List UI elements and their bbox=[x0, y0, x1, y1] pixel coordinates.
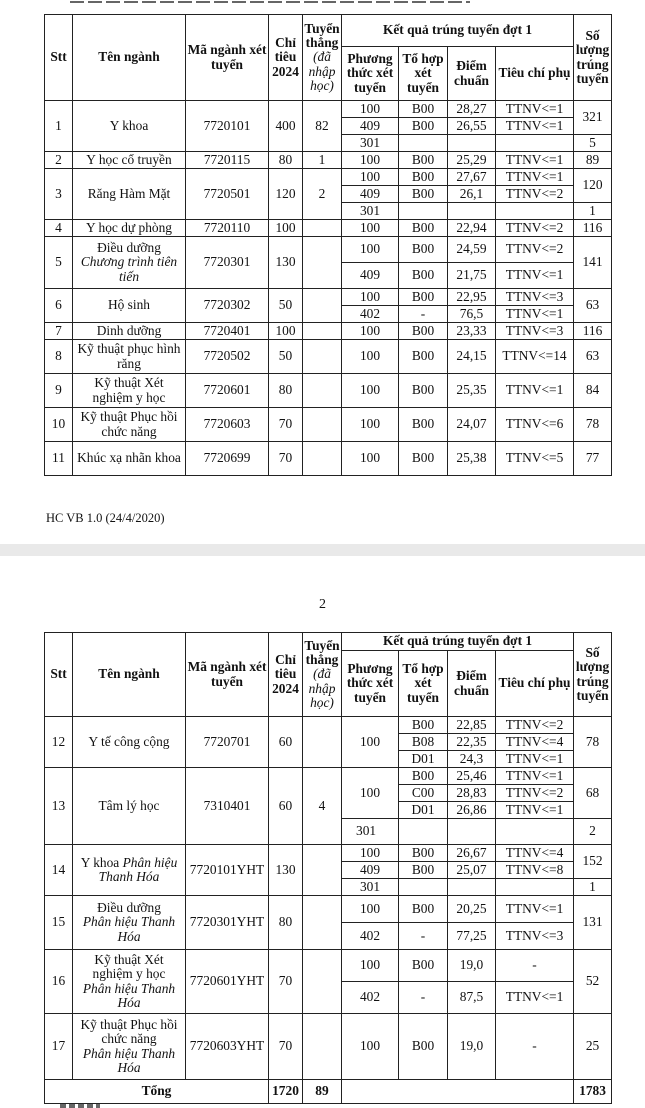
method-cell: 100 bbox=[342, 717, 399, 768]
quota-cell: 80 bbox=[269, 374, 303, 408]
direct-cell bbox=[303, 896, 342, 950]
direct-cell bbox=[303, 442, 342, 476]
score-cell: 28,27 bbox=[448, 101, 496, 118]
name-main: Y khoa bbox=[80, 854, 120, 870]
total-direct: 89 bbox=[303, 1080, 342, 1104]
stt-cell: 15 bbox=[45, 896, 73, 950]
table-row bbox=[45, 374, 612, 408]
combo-cell: B00 bbox=[399, 862, 448, 879]
criteria-cell: TTNV<=1 bbox=[496, 896, 574, 923]
name-cell: Kỹ thuật Xét nghiệm y học bbox=[73, 374, 186, 408]
name-sub: Chương trình tiên tiến bbox=[80, 254, 178, 284]
stt-cell: 6 bbox=[45, 289, 73, 323]
stt-cell: 1 bbox=[45, 101, 73, 152]
criteria-cell: TTNV<=2 bbox=[496, 785, 574, 802]
stt-cell: 10 bbox=[45, 408, 73, 442]
stt-cell: 4 bbox=[45, 220, 73, 237]
score-cell: 25,46 bbox=[448, 768, 496, 785]
quota-cell: 50 bbox=[269, 340, 303, 374]
combo-cell: B00 bbox=[399, 717, 448, 734]
score-cell: 19,0 bbox=[448, 1014, 496, 1080]
col-score-header: Điểm chuẩn bbox=[448, 47, 496, 101]
count-cell: 116 bbox=[574, 220, 612, 237]
table-row bbox=[45, 845, 612, 862]
method-cell: 301 bbox=[342, 203, 399, 220]
name-cell bbox=[73, 237, 186, 289]
score-cell: 22,95 bbox=[448, 289, 496, 306]
method-cell: 100 bbox=[342, 237, 399, 263]
criteria-cell: TTNV<=1 bbox=[496, 306, 574, 323]
col-direct-header bbox=[303, 15, 342, 101]
code-cell: 7720101YHT bbox=[186, 845, 269, 896]
table-row bbox=[45, 152, 612, 169]
combo-cell: B00 bbox=[399, 323, 448, 340]
stt-cell: 13 bbox=[45, 768, 73, 845]
code-cell: 7720601YHT bbox=[186, 950, 269, 1014]
direct-note: (đã nhập học) bbox=[308, 666, 336, 710]
col-count-header: Số lượng trúng tuyển bbox=[574, 633, 612, 717]
count-cell: 1 bbox=[574, 879, 612, 896]
count-cell: 141 bbox=[574, 237, 612, 289]
score-cell: 28,83 bbox=[448, 785, 496, 802]
criteria-cell: TTNV<=1 bbox=[496, 118, 574, 135]
direct-label: Tuyển thẳng bbox=[304, 638, 340, 668]
combo-cell: B00 bbox=[399, 374, 448, 408]
direct-cell bbox=[303, 237, 342, 289]
total-count: 1783 bbox=[574, 1080, 612, 1104]
cut-off-heading bbox=[70, 0, 470, 4]
name-cell: Y học cổ truyền bbox=[73, 152, 186, 169]
score-cell: 26,55 bbox=[448, 118, 496, 135]
count-cell: 120 bbox=[574, 169, 612, 203]
header-row-top bbox=[45, 633, 612, 651]
table-row bbox=[45, 237, 612, 263]
direct-cell bbox=[303, 717, 342, 768]
combo-cell: - bbox=[399, 923, 448, 950]
table-row bbox=[45, 1014, 612, 1080]
direct-cell: 82 bbox=[303, 101, 342, 152]
criteria-cell bbox=[496, 879, 574, 896]
combo-cell: B00 bbox=[399, 950, 448, 982]
score-cell: 76,5 bbox=[448, 306, 496, 323]
name-cell bbox=[73, 896, 186, 950]
col-method-header: Phương thức xét tuyển bbox=[342, 651, 399, 717]
method-cell: 301 bbox=[342, 135, 399, 152]
score-cell: 26,67 bbox=[448, 845, 496, 862]
criteria-cell: TTNV<=1 bbox=[496, 263, 574, 289]
quota-cell: 70 bbox=[269, 442, 303, 476]
score-cell bbox=[448, 135, 496, 152]
code-cell: 7720603 bbox=[186, 408, 269, 442]
criteria-cell: TTNV<=3 bbox=[496, 323, 574, 340]
count-cell: 1 bbox=[574, 203, 612, 220]
count-cell: 116 bbox=[574, 323, 612, 340]
direct-cell bbox=[303, 289, 342, 323]
method-cell: 409 bbox=[342, 263, 399, 289]
stt-cell: 7 bbox=[45, 323, 73, 340]
code-cell: 7720401 bbox=[186, 323, 269, 340]
count-cell: 2 bbox=[574, 819, 612, 845]
count-cell: 25 bbox=[574, 1014, 612, 1080]
method-cell: 409 bbox=[342, 862, 399, 879]
score-cell: 22,35 bbox=[448, 734, 496, 751]
quota-cell: 130 bbox=[269, 237, 303, 289]
criteria-cell: TTNV<=5 bbox=[496, 442, 574, 476]
col-score-header: Điểm chuẩn bbox=[448, 651, 496, 717]
criteria-cell: TTNV<=2 bbox=[496, 186, 574, 203]
method-cell: 100 bbox=[342, 323, 399, 340]
name-sub: Phân hiệu Thanh Hóa bbox=[82, 1045, 176, 1075]
criteria-cell: TTNV<=8 bbox=[496, 862, 574, 879]
combo-cell: B00 bbox=[399, 220, 448, 237]
count-cell: 131 bbox=[574, 896, 612, 950]
count-cell: 89 bbox=[574, 152, 612, 169]
method-cell: 100 bbox=[342, 340, 399, 374]
col-quota-header: Chỉ tiêu 2024 bbox=[269, 633, 303, 717]
criteria-cell: - bbox=[496, 950, 574, 982]
name-main: Điều dưỡng bbox=[97, 900, 161, 916]
score-cell: 26,1 bbox=[448, 186, 496, 203]
direct-cell bbox=[303, 408, 342, 442]
combo-cell: B08 bbox=[399, 734, 448, 751]
method-cell: 402 bbox=[342, 306, 399, 323]
col-name-header: Tên ngành bbox=[73, 633, 186, 717]
method-cell: 402 bbox=[342, 982, 399, 1014]
count-cell: 152 bbox=[574, 845, 612, 879]
direct-cell bbox=[303, 950, 342, 1014]
combo-cell: B00 bbox=[399, 169, 448, 186]
col-name-header: Tên ngành bbox=[73, 15, 186, 101]
method-cell: 100 bbox=[342, 896, 399, 923]
score-cell: 27,67 bbox=[448, 169, 496, 186]
name-main: Kỹ thuật Phục hồi chức năng bbox=[80, 1017, 178, 1047]
score-cell: 24,15 bbox=[448, 340, 496, 374]
name-cell: Dinh dưỡng bbox=[73, 323, 186, 340]
name-cell bbox=[73, 950, 186, 1014]
score-cell: 24,3 bbox=[448, 751, 496, 768]
combo-cell: B00 bbox=[399, 289, 448, 306]
col-stt-header: Stt bbox=[45, 633, 73, 717]
direct-cell bbox=[303, 323, 342, 340]
col-quota-header: Chỉ tiêu 2024 bbox=[269, 15, 303, 101]
method-cell: 100 bbox=[342, 374, 399, 408]
direct-cell: 1 bbox=[303, 152, 342, 169]
criteria-cell bbox=[496, 203, 574, 220]
table-row bbox=[45, 442, 612, 476]
combo-cell bbox=[399, 135, 448, 152]
quota-cell: 130 bbox=[269, 845, 303, 896]
method-cell: 402 bbox=[342, 923, 399, 950]
direct-label: Tuyển thẳng bbox=[304, 21, 340, 51]
criteria-cell: - bbox=[496, 1014, 574, 1080]
stt-cell: 17 bbox=[45, 1014, 73, 1080]
name-sub: Phân hiệu Thanh Hóa bbox=[98, 854, 178, 884]
quota-cell: 60 bbox=[269, 717, 303, 768]
code-cell: 7720101 bbox=[186, 101, 269, 152]
method-cell: 100 bbox=[342, 950, 399, 982]
stt-cell: 12 bbox=[45, 717, 73, 768]
col-criteria-header: Tiêu chí phụ bbox=[496, 651, 574, 717]
combo-cell: B00 bbox=[399, 237, 448, 263]
count-cell: 68 bbox=[574, 768, 612, 819]
count-cell: 78 bbox=[574, 717, 612, 768]
combo-cell: C00 bbox=[399, 785, 448, 802]
method-cell: 100 bbox=[342, 1014, 399, 1080]
col-count-header: Số lượng trúng tuyển bbox=[574, 15, 612, 101]
combo-cell: B00 bbox=[399, 101, 448, 118]
stt-cell: 9 bbox=[45, 374, 73, 408]
quota-cell: 70 bbox=[269, 408, 303, 442]
name-main: Kỹ thuật Xét nghiệm y học bbox=[92, 952, 166, 982]
criteria-cell bbox=[496, 819, 574, 845]
name-cell: Hộ sinh bbox=[73, 289, 186, 323]
combo-cell: B00 bbox=[399, 152, 448, 169]
score-cell: 23,33 bbox=[448, 323, 496, 340]
col-direct-header bbox=[303, 633, 342, 717]
combo-cell: B00 bbox=[399, 896, 448, 923]
combo-cell: B00 bbox=[399, 118, 448, 135]
criteria-cell: TTNV<=14 bbox=[496, 340, 574, 374]
score-cell bbox=[448, 819, 496, 845]
combo-cell: D01 bbox=[399, 802, 448, 819]
name-cell bbox=[73, 845, 186, 896]
table-row bbox=[45, 340, 612, 374]
count-cell: 321 bbox=[574, 101, 612, 135]
score-cell: 20,25 bbox=[448, 896, 496, 923]
criteria-cell: TTNV<=2 bbox=[496, 717, 574, 734]
combo-cell: B00 bbox=[399, 1014, 448, 1080]
score-cell: 25,35 bbox=[448, 374, 496, 408]
quota-cell: 60 bbox=[269, 768, 303, 845]
criteria-cell: TTNV<=4 bbox=[496, 734, 574, 751]
method-cell: 100 bbox=[342, 768, 399, 819]
score-cell bbox=[448, 203, 496, 220]
name-cell: Y khoa bbox=[73, 101, 186, 152]
count-cell: 5 bbox=[574, 135, 612, 152]
quota-cell: 80 bbox=[269, 896, 303, 950]
col-combo-header: Tổ hợp xét tuyển bbox=[399, 651, 448, 717]
criteria-cell: TTNV<=6 bbox=[496, 408, 574, 442]
method-cell: 409 bbox=[342, 118, 399, 135]
criteria-cell: TTNV<=1 bbox=[496, 802, 574, 819]
direct-cell bbox=[303, 220, 342, 237]
table-row bbox=[45, 768, 612, 785]
score-cell: 22,85 bbox=[448, 717, 496, 734]
score-cell: 26,86 bbox=[448, 802, 496, 819]
result-group-header: Kết quả trúng tuyển đợt 1 bbox=[342, 15, 574, 47]
name-main: Điều dưỡng bbox=[97, 240, 161, 256]
score-cell: 21,75 bbox=[448, 263, 496, 289]
method-cell: 100 bbox=[342, 220, 399, 237]
score-cell: 24,07 bbox=[448, 408, 496, 442]
score-cell: 22,94 bbox=[448, 220, 496, 237]
code-cell: 7720301YHT bbox=[186, 896, 269, 950]
method-cell: 100 bbox=[342, 169, 399, 186]
code-cell: 7720302 bbox=[186, 289, 269, 323]
method-cell: 100 bbox=[342, 101, 399, 118]
name-cell: Kỹ thuật Phục hồi chức năng bbox=[73, 408, 186, 442]
code-cell: 7720603YHT bbox=[186, 1014, 269, 1080]
method-cell: 301 bbox=[342, 819, 399, 845]
col-code-header: Mã ngành xét tuyển bbox=[186, 633, 269, 717]
method-cell: 301 bbox=[342, 879, 399, 896]
page-number: 2 bbox=[319, 597, 326, 612]
combo-cell bbox=[399, 203, 448, 220]
method-cell: 409 bbox=[342, 186, 399, 203]
name-cell: Y tế công cộng bbox=[73, 717, 186, 768]
name-cell: Tâm lý học bbox=[73, 768, 186, 845]
combo-cell: D01 bbox=[399, 751, 448, 768]
col-stt-header: Stt bbox=[45, 15, 73, 101]
method-cell: 100 bbox=[342, 152, 399, 169]
col-code-header: Mã ngành xét tuyển bbox=[186, 15, 269, 101]
count-cell: 84 bbox=[574, 374, 612, 408]
stt-cell: 16 bbox=[45, 950, 73, 1014]
code-cell: 7720115 bbox=[186, 152, 269, 169]
table-row bbox=[45, 289, 612, 306]
combo-cell bbox=[399, 879, 448, 896]
direct-cell bbox=[303, 845, 342, 896]
count-cell: 63 bbox=[574, 340, 612, 374]
criteria-cell: TTNV<=1 bbox=[496, 751, 574, 768]
stt-cell: 8 bbox=[45, 340, 73, 374]
combo-cell: B00 bbox=[399, 442, 448, 476]
result-group-header: Kết quả trúng tuyển đợt 1 bbox=[342, 633, 574, 651]
combo-cell: B00 bbox=[399, 186, 448, 203]
combo-cell: B00 bbox=[399, 408, 448, 442]
count-cell: 78 bbox=[574, 408, 612, 442]
quota-cell: 70 bbox=[269, 950, 303, 1014]
combo-cell: B00 bbox=[399, 340, 448, 374]
table-row bbox=[45, 101, 612, 118]
criteria-cell: TTNV<=2 bbox=[496, 220, 574, 237]
stt-cell: 5 bbox=[45, 237, 73, 289]
criteria-cell: TTNV<=1 bbox=[496, 374, 574, 408]
direct-cell: 2 bbox=[303, 169, 342, 220]
method-cell: 100 bbox=[342, 289, 399, 306]
criteria-cell: TTNV<=2 bbox=[496, 237, 574, 263]
quota-cell: 70 bbox=[269, 1014, 303, 1080]
method-cell: 100 bbox=[342, 442, 399, 476]
name-cell: Răng Hàm Mặt bbox=[73, 169, 186, 220]
combo-cell: - bbox=[399, 306, 448, 323]
table-row bbox=[45, 896, 612, 923]
criteria-cell: TTNV<=1 bbox=[496, 101, 574, 118]
name-cell bbox=[73, 1014, 186, 1080]
criteria-cell: TTNV<=3 bbox=[496, 289, 574, 306]
stt-cell: 11 bbox=[45, 442, 73, 476]
count-cell: 52 bbox=[574, 950, 612, 1014]
quota-cell: 120 bbox=[269, 169, 303, 220]
table-row bbox=[45, 950, 612, 982]
admission-table-page1 bbox=[44, 14, 612, 476]
name-sub: Phân hiệu Thanh Hóa bbox=[82, 914, 176, 944]
combo-cell: B00 bbox=[399, 845, 448, 862]
score-cell: 87,5 bbox=[448, 982, 496, 1014]
total-row bbox=[45, 1080, 612, 1104]
count-cell: 63 bbox=[574, 289, 612, 323]
criteria-cell: TTNV<=4 bbox=[496, 845, 574, 862]
quota-cell: 400 bbox=[269, 101, 303, 152]
code-cell: 7720699 bbox=[186, 442, 269, 476]
method-cell: 100 bbox=[342, 845, 399, 862]
criteria-cell: TTNV<=1 bbox=[496, 982, 574, 1014]
code-cell: 7720701 bbox=[186, 717, 269, 768]
name-cell: Y học dự phòng bbox=[73, 220, 186, 237]
quota-cell: 50 bbox=[269, 289, 303, 323]
direct-note: (đã nhập học) bbox=[308, 49, 336, 93]
score-cell: 19,0 bbox=[448, 950, 496, 982]
table-row bbox=[45, 717, 612, 734]
total-label: Tổng bbox=[45, 1080, 269, 1104]
score-cell: 24,59 bbox=[448, 237, 496, 263]
combo-cell bbox=[399, 819, 448, 845]
score-cell: 25,29 bbox=[448, 152, 496, 169]
quota-cell: 100 bbox=[269, 220, 303, 237]
cut-off-text bbox=[60, 1104, 100, 1108]
code-cell: 7720110 bbox=[186, 220, 269, 237]
stt-cell: 14 bbox=[45, 845, 73, 896]
criteria-cell: TTNV<=1 bbox=[496, 169, 574, 186]
name-sub: Phân hiệu Thanh Hóa bbox=[82, 980, 176, 1010]
method-cell: 100 bbox=[342, 408, 399, 442]
score-cell: 77,25 bbox=[448, 923, 496, 950]
combo-cell: B00 bbox=[399, 768, 448, 785]
criteria-cell: TTNV<=3 bbox=[496, 923, 574, 950]
total-empty bbox=[342, 1080, 574, 1104]
col-combo-header: Tổ hợp xét tuyển bbox=[399, 47, 448, 101]
stt-cell: 2 bbox=[45, 152, 73, 169]
score-cell: 25,38 bbox=[448, 442, 496, 476]
direct-cell bbox=[303, 1014, 342, 1080]
code-cell: 7720501 bbox=[186, 169, 269, 220]
quota-cell: 80 bbox=[269, 152, 303, 169]
code-cell: 7310401 bbox=[186, 768, 269, 845]
header-row-top bbox=[45, 15, 612, 47]
count-cell: 77 bbox=[574, 442, 612, 476]
criteria-cell bbox=[496, 135, 574, 152]
name-cell: Kỹ thuật phục hình răng bbox=[73, 340, 186, 374]
page-separator bbox=[0, 544, 645, 556]
table-row bbox=[45, 408, 612, 442]
document-code: HC VB 1.0 (24/4/2020) bbox=[46, 511, 165, 525]
total-quota: 1720 bbox=[269, 1080, 303, 1104]
code-cell: 7720601 bbox=[186, 374, 269, 408]
score-cell: 25,07 bbox=[448, 862, 496, 879]
criteria-cell: TTNV<=1 bbox=[496, 152, 574, 169]
code-cell: 7720502 bbox=[186, 340, 269, 374]
criteria-cell: TTNV<=1 bbox=[496, 768, 574, 785]
table-row bbox=[45, 169, 612, 186]
direct-cell bbox=[303, 340, 342, 374]
stt-cell: 3 bbox=[45, 169, 73, 220]
col-method-header: Phương thức xét tuyển bbox=[342, 47, 399, 101]
code-cell: 7720301 bbox=[186, 237, 269, 289]
table-row bbox=[45, 323, 612, 340]
score-cell bbox=[448, 879, 496, 896]
quota-cell: 100 bbox=[269, 323, 303, 340]
direct-cell: 4 bbox=[303, 768, 342, 845]
combo-cell: - bbox=[399, 982, 448, 1014]
name-cell: Khúc xạ nhãn khoa bbox=[73, 442, 186, 476]
col-criteria-header: Tiêu chí phụ bbox=[496, 47, 574, 101]
admission-table-page2 bbox=[44, 632, 612, 1104]
combo-cell: B00 bbox=[399, 263, 448, 289]
table-row bbox=[45, 220, 612, 237]
direct-cell bbox=[303, 374, 342, 408]
